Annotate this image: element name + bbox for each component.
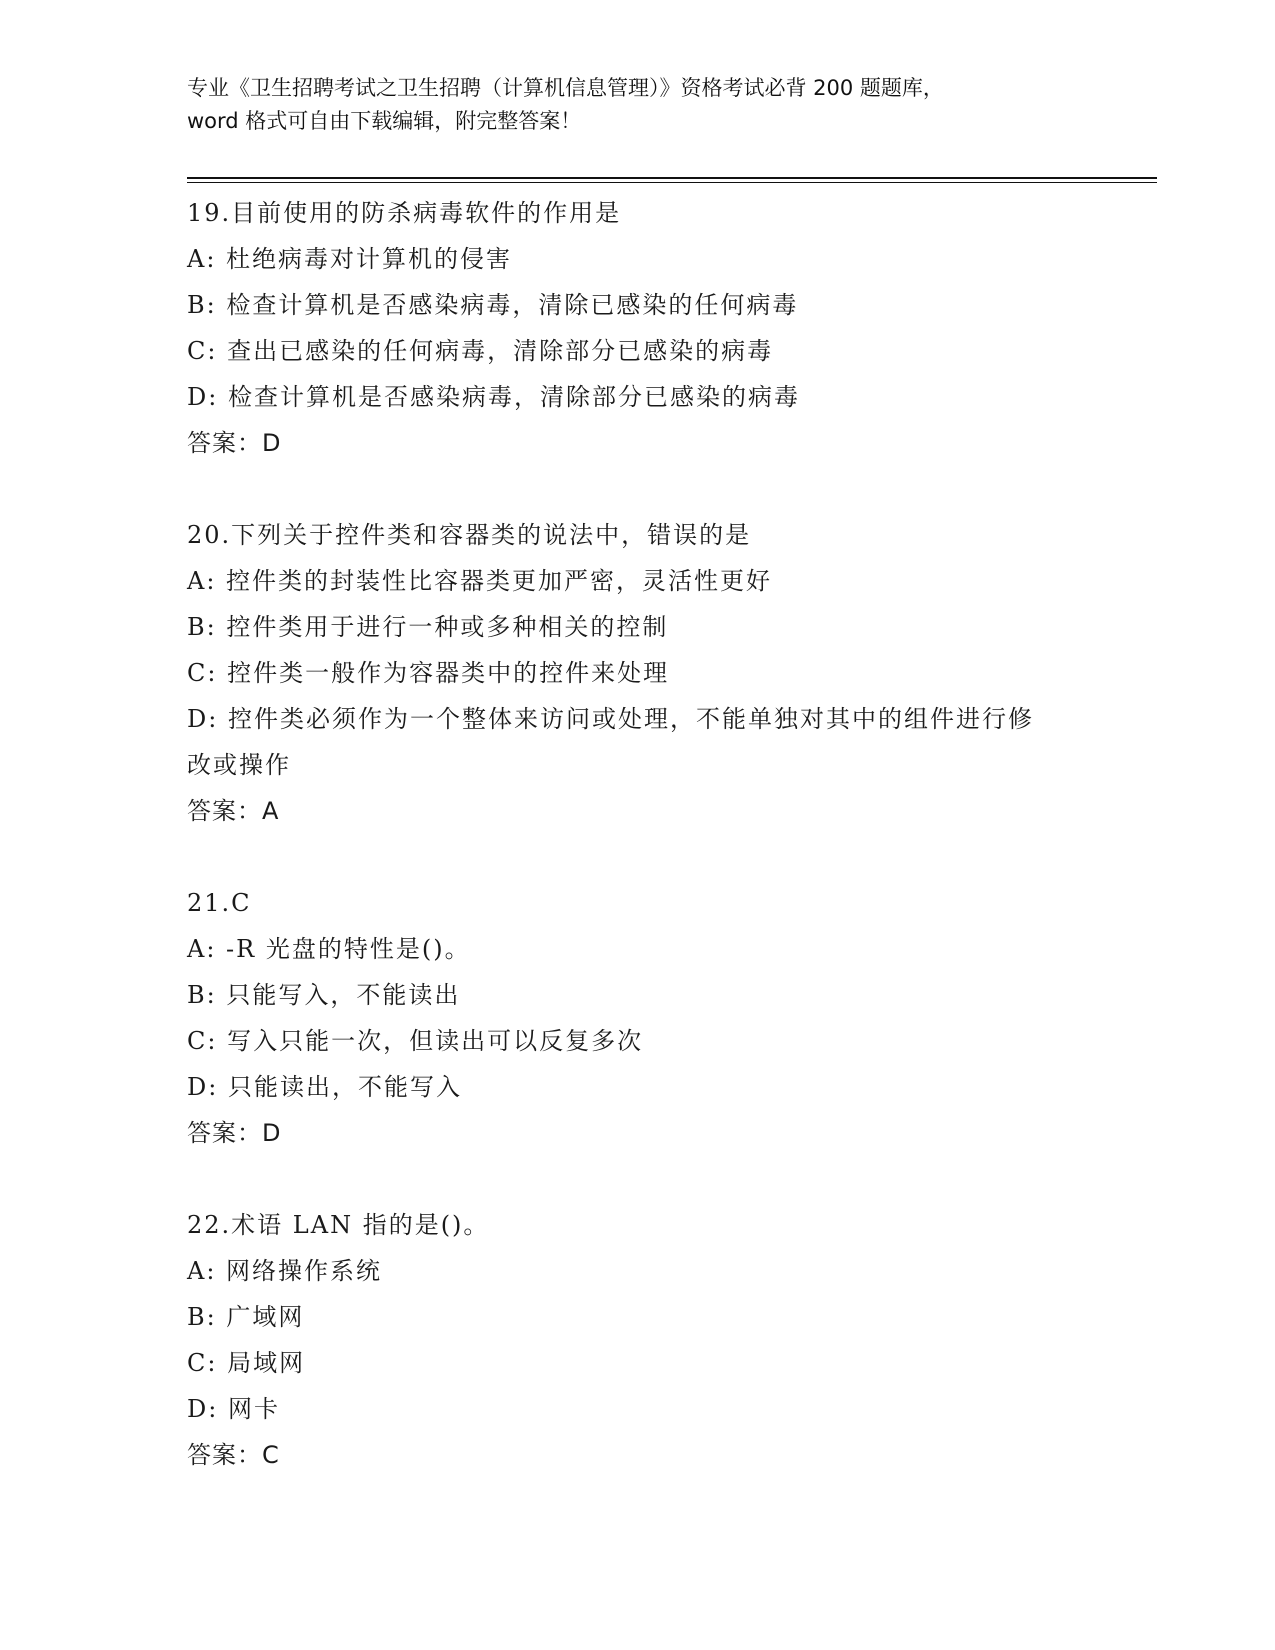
option-d: D: 网卡 — [187, 1395, 280, 1423]
answer: 答案：A — [187, 797, 280, 825]
option-b: B: 检查计算机是否感染病毒，清除已感染的任何病毒 — [187, 291, 799, 319]
option-b: B: 控件类用于进行一种或多种相关的控制 — [187, 613, 669, 641]
question-21 — [187, 880, 1087, 1156]
option-d: D: 控件类必须作为一个整体来访问或处理，不能单独对其中的组件进行修改或操作 — [187, 705, 1034, 779]
answer: 答案：D — [187, 1119, 282, 1147]
question-list — [187, 190, 1087, 1524]
option-c: C: 查出已感染的任何病毒，清除部分已感染的病毒 — [187, 337, 774, 365]
option-c: C: 写入只能一次，但读出可以反复多次 — [187, 1027, 644, 1055]
question-stem: 20.下列关于控件类和容器类的说法中，错误的是 — [187, 521, 752, 549]
option-a: A: 杜绝病毒对计算机的侵害 — [187, 245, 513, 273]
question-stem: 19.目前使用的防杀病毒软件的作用是 — [187, 199, 622, 227]
header-line-1: 专业《卫生招聘考试之卫生招聘（计算机信息管理）》资格考试必背 200 题题库， — [187, 76, 944, 100]
answer: 答案：D — [187, 429, 282, 457]
option-c: C: 局域网 — [187, 1349, 306, 1377]
option-b: B: 广域网 — [187, 1303, 305, 1331]
option-c: C: 控件类一般作为容器类中的控件来处理 — [187, 659, 670, 687]
option-d: D: 检查计算机是否感染病毒，清除部分已感染的病毒 — [187, 383, 800, 411]
question-stem: 22.术语 LAN 指的是()。 — [187, 1211, 490, 1239]
header-line-2: word 格式可自由下载编辑，附完整答案！ — [187, 109, 582, 133]
header-rule-thin — [187, 182, 1157, 183]
option-a: A: 控件类的封装性比容器类更加严密，灵活性更好 — [187, 567, 773, 595]
option-b: B: 只能写入，不能读出 — [187, 981, 461, 1009]
question-22 — [187, 1202, 1087, 1478]
option-a: A: 网络操作系统 — [187, 1257, 383, 1285]
question-19 — [187, 190, 1087, 466]
option-d: D: 只能读出，不能写入 — [187, 1073, 462, 1101]
page-header — [187, 72, 1087, 138]
question-stem: 21.C — [187, 889, 252, 917]
question-20 — [187, 512, 1087, 834]
option-a: A: -R 光盘的特性是()。 — [187, 935, 471, 963]
answer: 答案：C — [187, 1441, 280, 1469]
header-rule-thick — [187, 177, 1157, 179]
